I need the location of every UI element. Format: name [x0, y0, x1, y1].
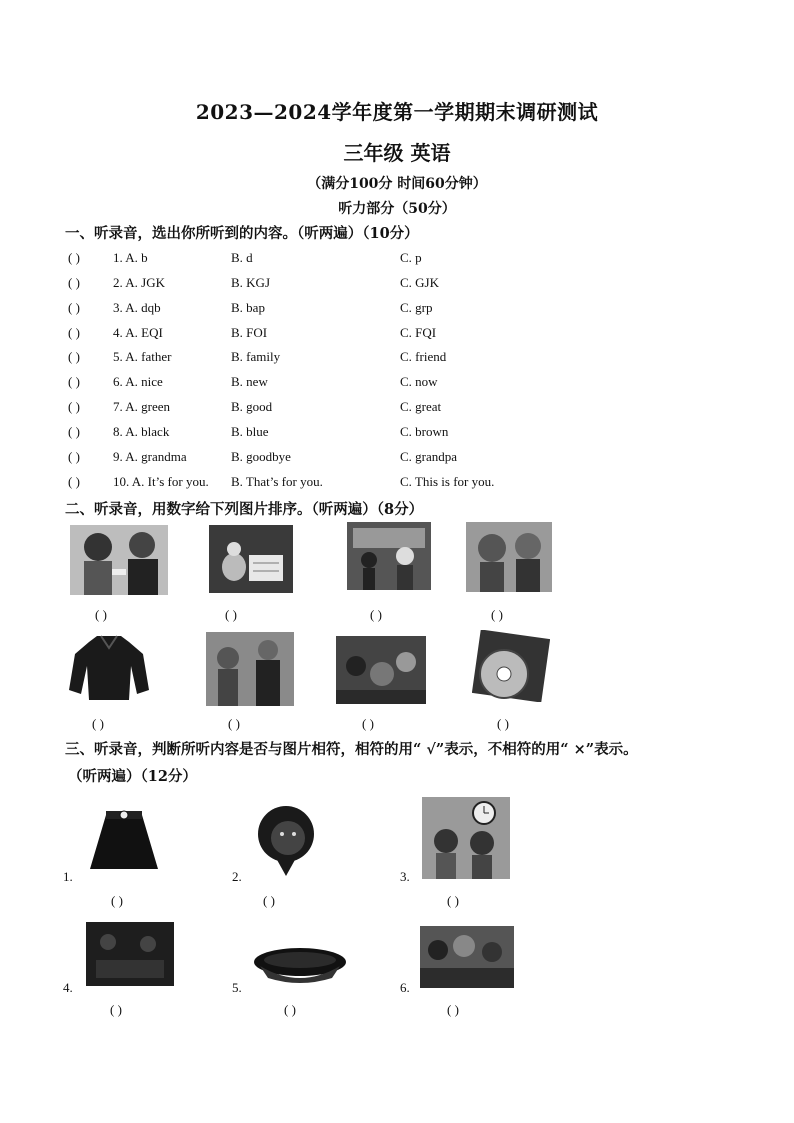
section3-heading-line2: （听两遍）（12分）: [68, 768, 197, 785]
item-number: 2.: [232, 869, 242, 884]
question-row: [68, 325, 728, 345]
option-b: B. goodbye: [231, 449, 291, 464]
pie-picture: [252, 944, 348, 984]
dark-scene-picture: [86, 922, 174, 986]
option-a: 10. A. It’s for you.: [113, 474, 209, 489]
question-row: [68, 449, 728, 469]
jacket-picture: [67, 630, 151, 702]
option-c: C. p: [400, 250, 422, 265]
option-b: B. family: [231, 349, 281, 364]
answer-blank[interactable]: ( ): [370, 607, 382, 622]
page-subtitle: 三年级 英语: [343, 141, 451, 165]
option-b: B. KGJ: [231, 275, 271, 290]
item-number: 5.: [232, 980, 242, 995]
option-a: 4. A. EQI: [113, 325, 163, 340]
cartoon-scene-picture: [336, 636, 426, 704]
option-b: B. new: [231, 374, 268, 389]
characters-group-picture: [420, 926, 514, 988]
answer-blank[interactable]: ( ): [68, 399, 80, 414]
option-a: 5. A. father: [113, 349, 172, 364]
option-c: C. friend: [400, 349, 447, 364]
answer-blank[interactable]: ( ): [68, 474, 80, 489]
family-picture: [206, 632, 294, 706]
option-b: B. bap: [231, 300, 265, 315]
girl-head-picture: [250, 800, 324, 880]
people-in-room-picture: [347, 522, 431, 590]
option-a: 6. A. nice: [113, 374, 163, 389]
answer-blank[interactable]: ( ): [68, 449, 80, 464]
option-a: 8. A. black: [113, 424, 170, 439]
answer-blank[interactable]: ( ): [68, 349, 80, 364]
two-children-picture: [466, 522, 552, 592]
answer-blank[interactable]: ( ): [225, 607, 237, 622]
answer-blank[interactable]: ( ): [68, 275, 80, 290]
children-clock-picture: [422, 797, 510, 879]
skirt-picture: [84, 805, 164, 879]
answer-blank[interactable]: ( ): [68, 250, 80, 265]
answer-blank[interactable]: ( ): [447, 893, 459, 908]
score-time-info: （满分100分 时间60分钟）: [307, 176, 487, 192]
option-a: 7. A. green: [113, 399, 171, 414]
option-c: C. grp: [400, 300, 433, 315]
option-a: 1. A. b: [113, 250, 148, 265]
answer-blank[interactable]: ( ): [497, 716, 509, 731]
option-a: 3. A. dqb: [113, 300, 161, 315]
cd-disc-picture: [472, 630, 550, 702]
answer-blank[interactable]: ( ): [111, 893, 123, 908]
item-number: 3.: [400, 869, 410, 884]
question-row: [68, 275, 728, 295]
item-number: 4.: [63, 980, 73, 995]
section1-heading: 一、听录音，选出你所听到的内容。（听两遍）（10分）: [65, 225, 419, 242]
answer-blank[interactable]: ( ): [68, 374, 80, 389]
option-c: C. grandpa: [400, 449, 458, 464]
answer-blank[interactable]: ( ): [92, 716, 104, 731]
option-c: C. brown: [400, 424, 449, 439]
answer-blank[interactable]: ( ): [263, 893, 275, 908]
answer-blank[interactable]: ( ): [228, 716, 240, 731]
answer-blank[interactable]: ( ): [68, 300, 80, 315]
item-number: 1.: [63, 869, 73, 884]
option-b: B. That’s for you.: [231, 474, 323, 489]
option-b: B. d: [231, 250, 253, 265]
option-c: C. now: [400, 374, 438, 389]
option-c: C. GJK: [400, 275, 440, 290]
question-row: [68, 399, 728, 419]
option-b: B. blue: [231, 424, 269, 439]
answer-blank[interactable]: ( ): [68, 325, 80, 340]
option-a: 2. A. JGK: [113, 275, 166, 290]
answer-blank[interactable]: ( ): [284, 1002, 296, 1017]
item-number: 6.: [400, 980, 410, 995]
question-row: [68, 300, 728, 320]
duck-reading-picture: [209, 525, 293, 593]
question-row: [68, 374, 728, 394]
answer-blank[interactable]: ( ): [491, 607, 503, 622]
answer-blank[interactable]: ( ): [447, 1002, 459, 1017]
option-a: 9. A. grandma: [113, 449, 187, 464]
children-talking-picture: [70, 525, 168, 595]
option-b: B. FOI: [231, 325, 268, 340]
option-c: C. great: [400, 399, 442, 414]
answer-blank[interactable]: ( ): [110, 1002, 122, 1017]
page-title: 2023—2024学年度第一学期期末调研测试: [195, 100, 599, 124]
answer-blank[interactable]: ( ): [68, 424, 80, 439]
question-row: [68, 424, 728, 444]
question-row: [68, 250, 728, 270]
listening-part-heading: 听力部分（50分）: [338, 201, 456, 217]
section3-heading: 三、听录音，判断所听内容是否与图片相符，相符的用“ √”表示，不相符的用“ ×”表示。: [65, 741, 638, 758]
option-b: B. good: [231, 399, 273, 414]
answer-blank[interactable]: ( ): [362, 716, 374, 731]
question-row: [68, 474, 728, 494]
option-c: C. FQI: [400, 325, 437, 340]
answer-blank[interactable]: ( ): [95, 607, 107, 622]
question-row: [68, 349, 728, 369]
section2-heading: 二、听录音，用数字给下列图片排序。（听两遍）（8分）: [65, 501, 424, 518]
option-c: C. This is for you.: [400, 474, 495, 489]
